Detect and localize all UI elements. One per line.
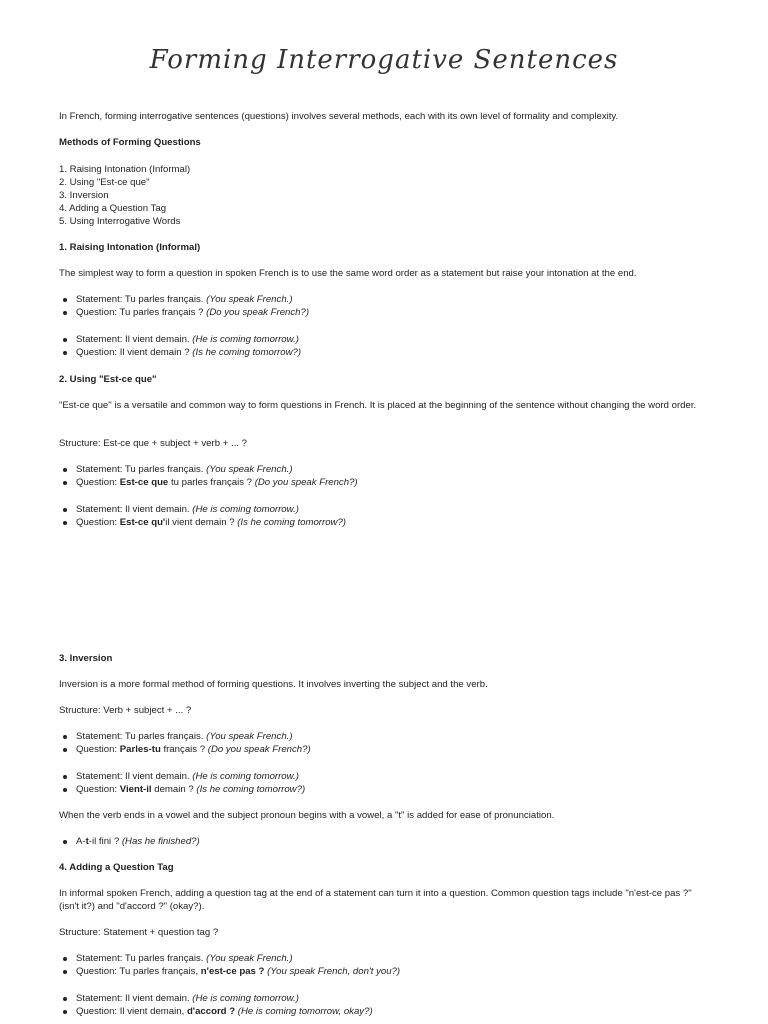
example-item: Statement: Il vient demain. (He is coming tomorrow.) <box>59 333 709 346</box>
methods-list <box>59 163 709 228</box>
methods-heading: Methods of Forming Questions <box>59 137 201 148</box>
example-item: Question: Tu parles français, n'est-ce pas ? (You speak French, don't you?) <box>59 965 709 978</box>
section-3-text: Inversion is a more formal method of forming questions. It involves inverting the subject and the verb. <box>59 679 488 690</box>
methods-list-item: 4. Adding a Question Tag <box>59 203 167 214</box>
example-item: Question: Tu parles français ? (Do you speak French?) <box>59 306 709 319</box>
example-item: Question: Parles-tu français ? (Do you speak French?) <box>59 743 709 756</box>
section-3-structure: Structure: Verb + subject + ... ? <box>59 705 192 716</box>
example-item: Statement: Tu parles français. (You speak French.) <box>59 293 709 306</box>
example-item: Question: Il vient demain ? (Is he coming tomorrow?) <box>59 346 709 359</box>
section-2-structure: Structure: Est-ce que + subject + verb + ... ? <box>59 438 247 449</box>
section-4-text: In informal spoken French, adding a question tag at the end of a statement can turn it into a question. Common question tags include "n'est-ce pas ?" (isn't it?) and "d'accord ?" (okay?). <box>59 888 692 912</box>
section-4-examples-b <box>59 992 709 1018</box>
section-1-examples-b <box>59 333 709 359</box>
methods-list-item: 2. Using "Est-ce que" <box>59 177 150 188</box>
example-item: Question: Est-ce qu'il vient demain ? (Is he coming tomorrow?) <box>59 516 709 529</box>
methods-list-item: 3. Inversion <box>59 190 109 201</box>
section-2-heading: 2. Using "Est-ce que" <box>59 374 157 385</box>
section-4-heading: 4. Adding a Question Tag <box>59 862 174 873</box>
methods-list-item: 5. Using Interrogative Words <box>59 216 181 227</box>
example-item: Question: Vient-il demain ? (Is he coming tomorrow?) <box>59 783 709 796</box>
example-item: Statement: Tu parles français. (You speak French.) <box>59 730 709 743</box>
section-2-text: "Est-ce que" is a versatile and common way to form questions in French. It is placed at the beginning of the sentence without changing the word order. <box>59 400 697 411</box>
page-title: Forming Interrogative Sentences <box>149 45 619 75</box>
section-2-examples-b <box>59 503 709 529</box>
example-item: Question: Est-ce que tu parles français ? (Do you speak French?) <box>59 476 709 489</box>
section-1-heading: 1. Raising Intonation (Informal) <box>59 242 201 253</box>
example-item: Question: Il vient demain, d'accord ? (He is coming tomorrow, okay?) <box>59 1005 709 1018</box>
methods-list-item: 1. Raising Intonation (Informal) <box>59 164 191 175</box>
example-item: Statement: Il vient demain. (He is coming tomorrow.) <box>59 992 709 1005</box>
example-item: Statement: Tu parles français. (You speak French.) <box>59 463 709 476</box>
section-3-note: When the verb ends in a vowel and the subject pronoun begins with a vowel, a "t" is added for ease of pronunciation. <box>59 810 555 821</box>
section-1-examples-a <box>59 293 709 319</box>
section-2-examples-a <box>59 463 709 489</box>
example-item: Statement: Il vient demain. (He is coming tomorrow.) <box>59 503 709 516</box>
section-3-examples-b <box>59 770 709 796</box>
example-item: Statement: Tu parles français. (You speak French.) <box>59 952 709 965</box>
section-3-examples-a <box>59 730 709 756</box>
section-4-examples-a <box>59 952 709 978</box>
intro-paragraph: In French, forming interrogative sentences (questions) involves several methods, each with its own level of formality and complexity. <box>59 111 619 122</box>
section-3-examples-c <box>59 835 709 848</box>
section-3-heading: 3. Inversion <box>59 653 113 664</box>
example-item: A-t-il fini ? (Has he finished?) <box>59 835 709 848</box>
example-item: Statement: Il vient demain. (He is coming tomorrow.) <box>59 770 709 783</box>
section-1-text: The simplest way to form a question in spoken French is to use the same word order as a statement but raise your intonation at the end. <box>59 268 637 279</box>
section-4-structure: Structure: Statement + question tag ? <box>59 927 219 938</box>
